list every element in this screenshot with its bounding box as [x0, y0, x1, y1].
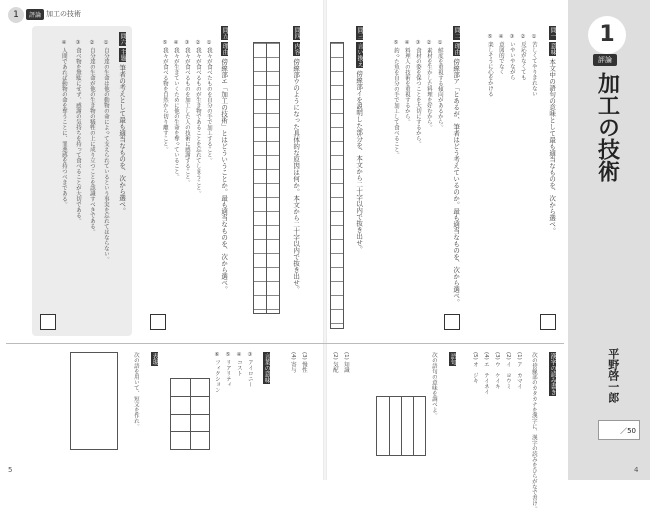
q2-label: 問二: [453, 27, 461, 39]
q2-choice: ④ 料理人の技術を重視するから。: [403, 40, 410, 125]
vocab-answer-table[interactable]: [376, 396, 426, 456]
unit-badge: 1: [8, 7, 24, 23]
q1-tag: 意味: [549, 43, 557, 56]
writing-heading: [150, 352, 158, 366]
words-item: ⑥ フィクション: [213, 352, 220, 393]
kanji-item: (2) イ ヨウミ: [504, 352, 511, 390]
running-title: 加工の技術: [46, 10, 81, 18]
q5-choice: ③ 我々が食べるものを加工した人の技術に感謝すること。: [183, 40, 190, 186]
q6-tag: 主題: [119, 49, 127, 62]
q5-choice: ⑤ 我々が食べる物を自然から切り離すこと。: [161, 40, 168, 153]
writing-label: 表現: [151, 353, 159, 365]
q2-tag: 理由: [453, 43, 461, 56]
writing-instruction: 次の語を用いて、短文を作れ。: [132, 352, 139, 429]
words-item: ④ コスト: [235, 352, 242, 377]
q1-heading: [548, 26, 556, 234]
kanji-item: (5) オ ジキ: [471, 352, 478, 384]
kanji-instruction: 次の傍線部のカタカナを漢字に、漢字の読みをひらがなで書け。: [530, 352, 537, 512]
words-label: 言葉の意味: [263, 353, 271, 383]
section-divider: [6, 343, 564, 344]
chapter-title: 加工の技術: [594, 72, 620, 182]
q5-text: 傍線部エ「加工の技術」とはどういうことか。最も適当なものを、次から選べ。: [220, 58, 229, 293]
q3-answer-grid[interactable]: [330, 42, 344, 329]
vocab-item: (3) 慢性: [300, 352, 307, 373]
vocab-item: (2) 気配: [331, 352, 338, 373]
vocab-label: 語句: [449, 353, 457, 365]
q6-choice: ① 自分達の生命は他の動物の命によって支えられているという事実を忘れてはならない。: [102, 40, 109, 263]
q5-choice: ② 我々が食べるものが生き物であることを忘れてしまうこと。: [194, 40, 201, 197]
score-box: ／50: [598, 420, 640, 440]
q1-label: 問一: [549, 27, 557, 39]
book-gutter: [323, 0, 327, 480]
q6-choice: ② 自分達の生命が他の生き物の犠牲の上に成り立つことを認識すべきである。: [88, 40, 95, 235]
q2-choice: ③ 食材の姿を保つことを大切にするから。: [414, 40, 421, 147]
q5-choice: ④ 我々が生きていくために他の生命を奪っていること。: [172, 40, 179, 180]
q4-tag: 内容: [293, 43, 301, 56]
q4-heading: [292, 26, 300, 292]
chapter-tag: 評論: [593, 54, 617, 66]
q5-answer-box[interactable]: [150, 314, 166, 330]
kanji-item: (3) ウ ケイキ: [493, 352, 500, 390]
words-item: ⑤ リアリティ: [224, 352, 231, 388]
q5-label: 問五: [221, 27, 229, 39]
q4-answer-grid[interactable]: [253, 42, 267, 314]
q2-choice: ⑤ 釣った魚を自分の手で加工して食べること。: [392, 40, 399, 158]
chapter-number: 1: [588, 16, 626, 54]
writing-answer-box[interactable]: [70, 352, 118, 450]
words-heading: [262, 352, 270, 384]
q1-choice: ③ いやいやながら: [508, 34, 515, 81]
q6-text: 筆者の考えとして最も適当なものを、次から選べ。: [118, 64, 127, 214]
q1-choice: ④ 意図的でなく: [497, 34, 504, 75]
q4-answer-grid[interactable]: [266, 42, 280, 314]
q2-choice: ② 素材を生かした料理を好むから。: [425, 40, 432, 131]
q5-choice: ① 我々が食べたものを自分の手で加工すること。: [205, 40, 212, 164]
author-name: 平野啓一郎: [606, 348, 620, 403]
q5-tag: 理由: [221, 43, 229, 56]
kanji-label: 漢字の読み書き: [549, 353, 557, 395]
page-number-left: 5: [8, 466, 13, 474]
q6-frame: [32, 26, 132, 336]
q2-answer-box[interactable]: [444, 314, 460, 330]
q6-answer-box[interactable]: [40, 314, 56, 330]
q2-choice: ① 鮮度を重視する傾向があるから。: [436, 40, 443, 131]
q6-label: 問六: [119, 33, 127, 45]
q2-text: 傍線部ア「とあるが、筆者はどう考えているのか。最も適当なものを、次から選べ。: [452, 58, 461, 306]
words-item: ③ アイロニー: [246, 352, 253, 388]
q2-heading: [452, 26, 460, 305]
q3-label: 問三: [356, 27, 364, 39]
page-number-right: 4: [634, 466, 639, 474]
kanji-item: (4) エ テイネイ: [482, 352, 489, 395]
vocab-instruction: 次の語句の意味を調べよ。: [430, 352, 437, 418]
q1-choice: ⑤ 楽しそうに心をかける: [486, 34, 493, 97]
q4-label: 問四: [293, 27, 301, 39]
kanji-heading: [548, 352, 556, 396]
q6-choice: ③ 食べ物を無駄にせず、感謝の気持ちを持って食べることが大切である。: [74, 40, 81, 224]
vocab-heading: [448, 352, 456, 366]
q3-tag: 言い換え: [356, 43, 364, 68]
vocab-item: (1) 知識: [342, 352, 349, 373]
q6-choice: ④ 人間であれば動物の命を奪うことに、罪悪感を持つべきである。: [60, 40, 67, 208]
q1-answer-box[interactable]: [540, 314, 556, 330]
q3-text: 傍線部イを説明した部分を、本文から二十字以内で抜き出せ。: [355, 70, 364, 253]
q1-text: 本文中の語句の意味として最も適当なものを、次から選べ。: [548, 58, 557, 234]
q1-choice: ① 苦しくてやりきれない: [530, 34, 537, 97]
q4-text: 傍線部ウのようになった具体的な原因は何か。本文から二十字以内で抜き出せ。: [292, 58, 301, 293]
q3-heading: [355, 26, 363, 252]
words-answer-table[interactable]: [170, 378, 210, 450]
kanji-item: (1) ア カマイ: [515, 352, 522, 390]
unit-tag: 評論: [26, 9, 44, 20]
vocab-item: (4) 寄与: [289, 352, 296, 373]
q6-heading: [118, 32, 126, 214]
q1-choice: ② 反応がなくても: [519, 34, 526, 81]
q5-heading: [220, 26, 228, 292]
